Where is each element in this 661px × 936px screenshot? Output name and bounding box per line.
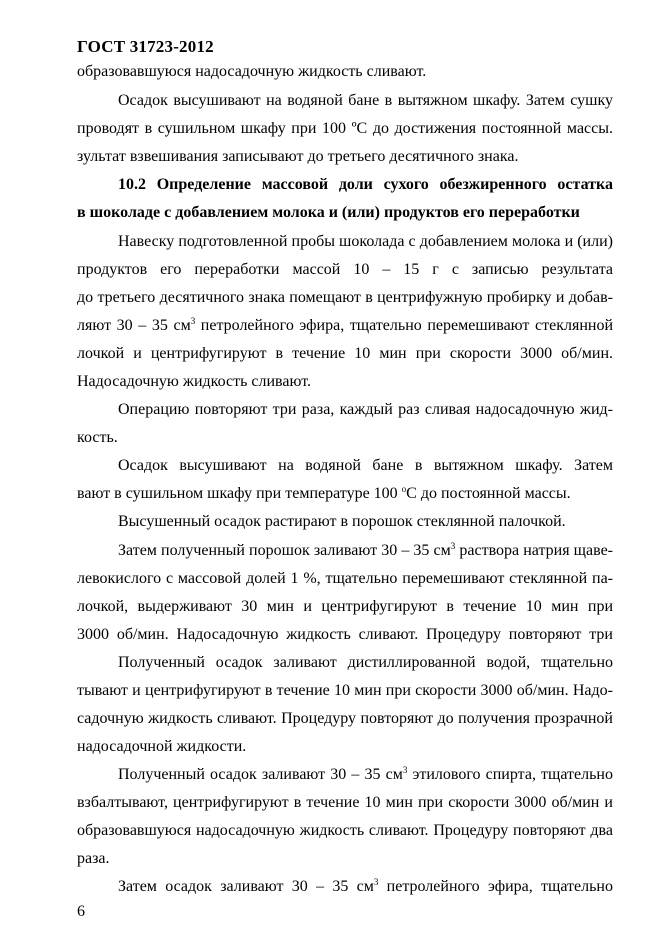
text-line: Полученный осадок заливают дистиллированной водой, тщательно [118,654,613,671]
text-line: Осадок высушивают на водяной бане в вытяжном шкафу. Затем [118,457,613,474]
text-line: тывают и центрифугируют в течение 10 мин при скорости 3000 об/мин. Надо- [77,682,613,699]
text-line: проводят в сушильном шкафу при 100 ºС до достижения постоянной массы. [77,120,613,137]
text-line: раза. [77,850,110,867]
text-line: надосадочной жидкости. [77,738,247,755]
text-line: Осадок высушивают на водяной бане в вытяжном шкафу. Затем сушку [118,92,613,109]
text-line: вают в сушильном шкафу при температуре 100 $^о$С до постоянной массы. [77,484,571,502]
page-number: 6 [77,903,85,920]
text-line: продуктов его переработки массой 10 – 15 г с записью результата [77,261,613,278]
text-line: Надосадочную жидкость сливают. [77,373,312,390]
section-heading: 10.2 Определение массовой доли сухого обезжиренного остатка [118,176,613,193]
text-line: Затем осадок заливают 30 – 35 $см^3$ петролейного эфира, тщательно [118,877,613,895]
text-line: Высушенный осадок растирают в порошок стеклянной палочкой. [118,513,566,530]
text-line: образовавшуюся надосадочную жидкость сливают. [77,63,427,80]
text-line: левокислого с массовой долей 1 %, тщательно перемешивают стеклянной па- [77,570,613,587]
text-line: взбалтывают, центрифугируют в течение 10 мин при скорости 3000 об/мин и [77,794,613,811]
text-line: образовавшуюся надосадочную жидкость сливают. Процедуру повторяют два [77,822,613,839]
text-line: Навеску подготовленной пробы шоколада с добавлением молока и (или) [118,233,613,250]
text-line: кость. [77,429,118,446]
text-line: Операцию повторяют три раза, каждый раз сливая надосадочную жид- [118,401,613,418]
text-line: Затем полученный порошок заливают 30 – 35 $см^3$ раствора натрия щаве- [118,541,613,559]
text-line: зультат взвешивания записывают до третьего десятичного знака. [77,148,519,165]
text-line: лочкой и центрифугируют в течение 10 мин при скорости 3000 об/мин. [77,345,613,362]
text-line: Полученный осадок заливают 30 – 35 $см^3$ этилового спирта, тщательно [118,765,613,783]
text-line: лочкой, выдерживают 30 мин и центрифугируют в течение 10 мин при [77,598,613,615]
text-line: до третьего десятичного знака помещают в центрифужную пробирку и добав- [77,289,613,306]
text-line: 3000 об/мин. Надосадочную жидкость сливают. Процедуру повторяют три [77,626,613,643]
text-line: садочную жидкость сливают. Процедуру повторяют до получения прозрачной [77,710,613,727]
text-line: ляют 30 – 35 $см^3$ петролейного эфира, тщательно перемешивают стеклянной [77,316,613,334]
section-heading-continued: в шоколаде с добавлением молока и (или) продуктов его переработки [77,204,580,221]
document-header: ГОСТ 31723-2012 [77,37,214,56]
